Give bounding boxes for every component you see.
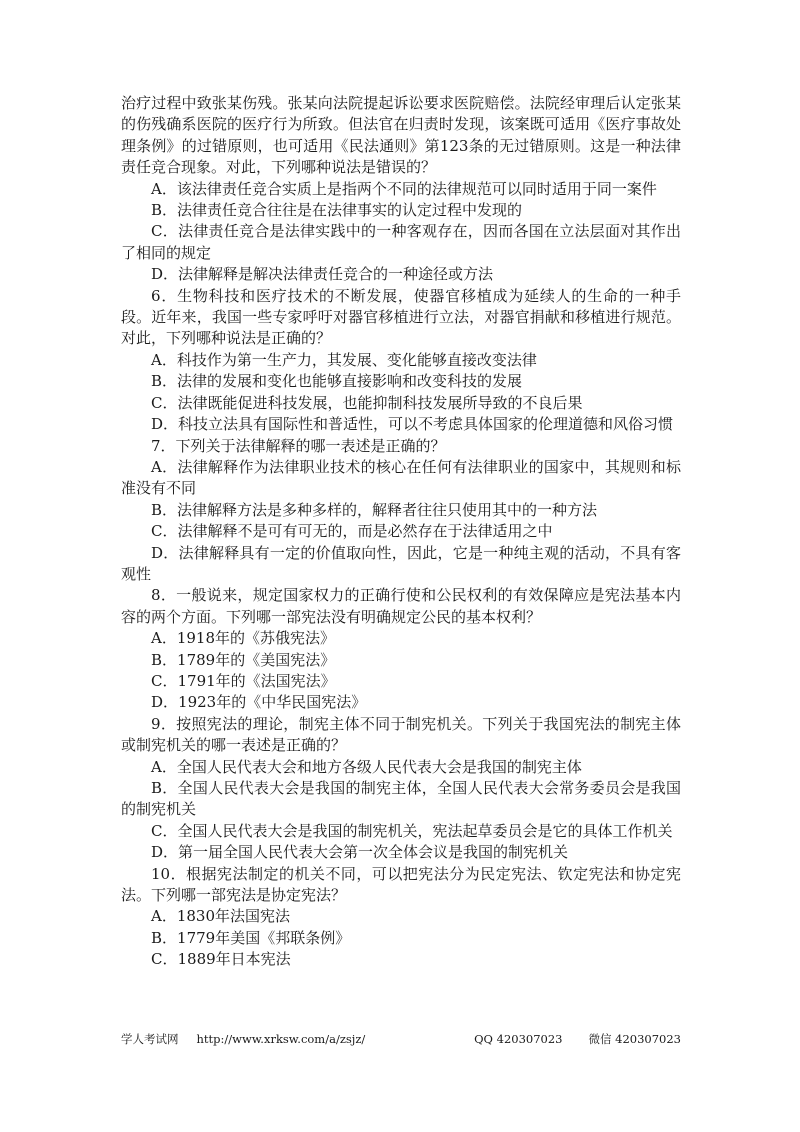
option-b: B．法律责任竞合往往是在法律事实的认定过程中发现的 xyxy=(151,201,523,220)
option-a: A．1918年的《苏俄宪法》 xyxy=(151,629,336,648)
footer-left xyxy=(121,1031,365,1047)
option-a: A．全国人民代表大会和地方各级人民代表大会是我国的制宪主体 xyxy=(151,757,582,776)
option-b: B．法律的发展和变化也能够直接影响和改变科技的发展 xyxy=(151,372,523,391)
question-10: 10．根据宪法制定的机关不同，可以把宪法分为民定宪法、钦定宪法和协定宪法。下列哪一部宪法是协定宪法？ xyxy=(121,864,681,905)
document-body xyxy=(121,93,681,971)
option-d: D．法律解释具有一定的价值取向性，因此，它是一种纯主观的活动，不具有客观性 xyxy=(121,543,681,583)
option-c: C．全国人民代表大会是我国的制宪机关，宪法起草委员会是它的具体工作机关 xyxy=(151,821,673,840)
question-8: 8．一般说来，规定国家权力的正确行使和公民权利的有效保障应是宪法基本内容的两个方面。下列哪一部宪法没有明确规定公民的基本权利？ xyxy=(121,586,681,626)
page-footer xyxy=(121,1031,681,1051)
option-a: A．该法律责任竞合实质上是指两个不同的法律规范可以同时适用于同一案件 xyxy=(151,179,657,198)
paragraph: 治疗过程中致张某伤残。张某向法院提起诉讼要求医院赔偿。法院经审理后认定张某的伤残确系医院的医疗行为所致。但法官在归责时发现，该案既可适用《医疗事故处理条例》的过错原则，也可适用《民法通则》第123条的无过错原则。这是一种法律责任竞合现象。对此，下列哪种说法是错误的？ xyxy=(121,94,681,177)
option-d: D．第一届全国人民代表大会第一次全体会议是我国的制宪机关 xyxy=(151,843,569,862)
option-b: B．全国人民代表大会是我国的制宪主体，全国人民代表大会常务委员会是我国的制宪机关 xyxy=(121,779,681,819)
option-d: D．1923年的《中华民国宪法》 xyxy=(151,693,367,712)
footer-right xyxy=(474,1031,681,1047)
option-d: D．科技立法具有国际性和普适性，可以不考虑具体国家的伦理道德和风俗习惯 xyxy=(151,415,674,434)
option-a: A．科技作为第一生产力，其发展、变化能够直接改变法律 xyxy=(151,350,537,369)
option-a: A．法律解释作为法律职业技术的核心在任何有法律职业的国家中，其规则和标准没有不同 xyxy=(121,457,681,498)
wechat-contact: 微信 420307023 xyxy=(588,1032,681,1046)
question-9: 9．按照宪法的理论，制宪主体不同于制宪机关。下列关于我国宪法的制宪主体或制宪机关的哪一表述是正确的？ xyxy=(121,714,681,755)
option-c: C．1889年日本宪法 xyxy=(151,950,291,969)
question-6: 6．生物科技和医疗技术的不断发展，使器官移植成为延续人的生命的一种手段。近年来，我国一些专家呼吁对器官移植进行立法，对器官捐献和移植进行规范。对此，下列哪种说法是正确的？ xyxy=(121,286,681,348)
qq-contact: QQ 420307023 xyxy=(474,1032,563,1046)
option-b: B．法律解释方法是多种多样的，解释者往往只使用其中的一种方法 xyxy=(151,500,598,519)
option-d: D．法律解释是解决法律责任竞合的一种途径或方法 xyxy=(151,265,494,284)
option-c: C．法律解释不是可有可无的，而是必然存在于法律适用之中 xyxy=(151,522,553,541)
option-b: B．1789年的《美国宪法》 xyxy=(151,650,336,669)
option-c: C．法律责任竞合是法律实践中的一种客观存在，因而各国在立法层面对其作出了相同的规定 xyxy=(121,222,681,262)
option-a: A．1830年法国宪法 xyxy=(151,907,291,926)
question-7: 7．下列关于法律解释的哪一表述是正确的？ xyxy=(151,436,446,455)
option-c: C．法律既能促进科技发展，也能抑制科技发展所导致的不良后果 xyxy=(151,393,583,412)
site-url-link[interactable]: http://www.xrksw.com/a/zsjz/ xyxy=(196,1032,366,1046)
option-b: B．1779年美国《邦联条例》 xyxy=(151,928,351,947)
site-name: 学人考试网 xyxy=(121,1032,179,1046)
option-c: C．1791年的《法国宪法》 xyxy=(151,671,336,690)
